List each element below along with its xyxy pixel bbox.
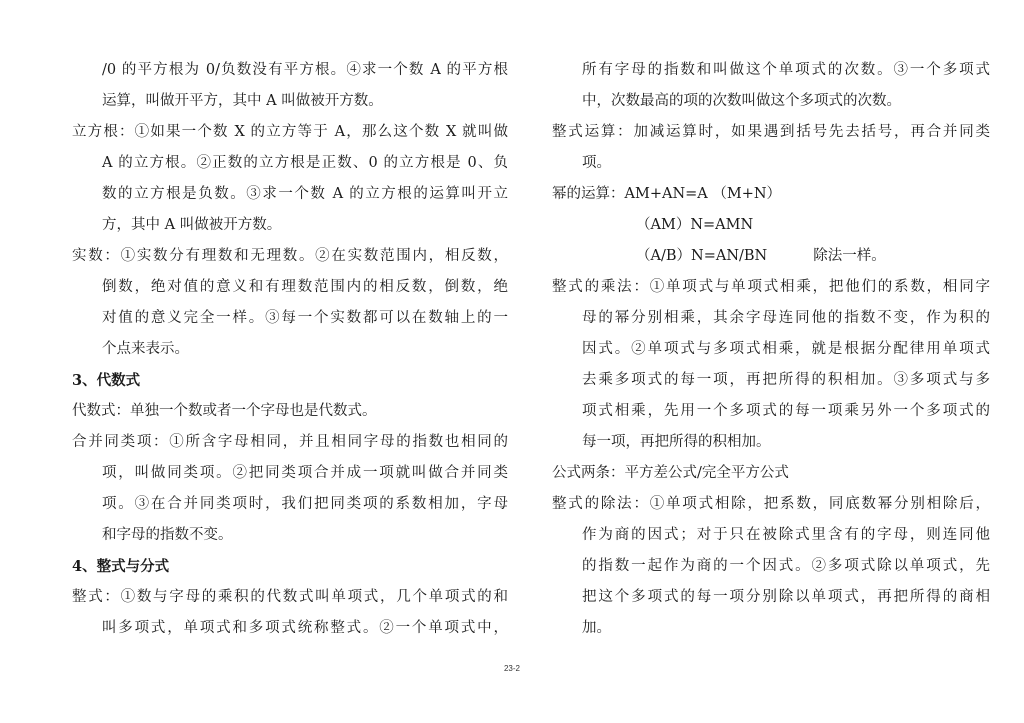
text-line: 所有字母的指数和叫做这个单项式的次数。③一个多项式 <box>582 62 990 78</box>
term-definition-line: 整式：①数与字母的乘积的代数式叫单项式，几个单项式的和 <box>72 589 508 605</box>
text-line: 的指数一起作为商的一个因式。②多项式除以单项式，先 <box>582 558 990 574</box>
text-line: 项，叫做同类项。②把同类项合并成一项就叫做合并同类 <box>102 465 508 481</box>
text-line: 作为商的因式；对于只在被除式里含有的字母，则连同他 <box>582 527 990 543</box>
text-line: 把这个多项式的每一项分别除以单项式，再把所得的商相 <box>582 589 990 605</box>
left-column <box>72 55 508 644</box>
text-line: /0 的平方根为 0/负数没有平方根。④求一个数 A 的平方根 <box>102 62 508 78</box>
term-definition-line: 公式两条：平方差公式/完全平方公式 <box>552 465 789 481</box>
term-definition-line: 幂的运算：AM+AN=A （M+N） <box>552 186 782 202</box>
text-line: 项式相乘，先用一个多项式的每一项乘另外一个多项式的 <box>582 403 990 419</box>
formula-note: 除法一样。 <box>813 248 886 264</box>
section-heading: 4、整式与分式 <box>72 558 170 575</box>
term-definition-line: 实数：①实数分有理数和无理数。②在实数范围内，相反数， <box>72 248 508 264</box>
text-line: 母的幂分别相乘，其余字母连同他的指数不变，作为积的 <box>582 310 990 326</box>
right-column <box>552 55 990 644</box>
section-heading: 3、代数式 <box>72 372 141 389</box>
text-line: 每一项，再把所得的积相加。 <box>582 434 771 450</box>
text-line: 因式。②单项式与多项式相乘，就是根据分配律用单项式 <box>582 341 990 357</box>
term-definition-line: 整式的除法：①单项式相除，把系数，同底数幂分别相除后， <box>552 496 990 512</box>
term-definition-line: 立方根：①如果一个数 X 的立方等于 A，那么这个数 X 就叫做 <box>72 124 508 140</box>
text-line: 和字母的指数不变。 <box>102 527 233 543</box>
text-line: 方，其中 A 叫做被开方数。 <box>102 217 282 233</box>
text-line: 运算，叫做开平方，其中 A 叫做被开方数。 <box>102 93 383 109</box>
formula-line <box>552 241 990 272</box>
text-line: 项。③在合并同类项时，我们把同类项的系数相加，字母 <box>102 496 508 512</box>
text-line: 去乘多项式的每一项，再把所得的积相加。③多项式与多 <box>582 372 990 388</box>
page-number: 23-2 <box>503 664 520 673</box>
formula-text: （A/B）N=AN/BN <box>636 248 768 264</box>
text-line: A 的立方根。②正数的立方根是正数、0 的立方根是 0、负 <box>102 155 508 171</box>
term-definition-line: 合并同类项：①所含字母相同，并且相同字母的指数也相同的 <box>72 434 508 450</box>
term-definition-line: 整式运算：加减运算时，如果遇到括号先去括号，再合并同类 <box>552 124 990 140</box>
formula-line: （AM）N=AMN <box>636 217 754 233</box>
text-line: 对值的意义完全一样。③每一个实数都可以在数轴上的一 <box>102 310 508 326</box>
text-line: 中，次数最高的项的次数叫做这个多项式的次数。 <box>582 93 901 109</box>
text-line: 倒数，绝对值的意义和有理数范围内的相反数，倒数，绝 <box>102 279 508 295</box>
text-line: 数的立方根是负数。③求一个数 A 的立方根的运算叫开立 <box>102 186 508 202</box>
text-line: 加。 <box>582 620 611 636</box>
term-definition-line: 代数式：单独一个数或者一个字母也是代数式。 <box>72 403 377 419</box>
term-definition-line: 整式的乘法：①单项式与单项式相乘，把他们的系数，相同字 <box>552 279 990 295</box>
text-line: 个点来表示。 <box>102 341 189 357</box>
text-line: 叫多项式，单项式和多项式统称整式。②一个单项式中， <box>102 620 508 636</box>
text-line: 项。 <box>582 155 611 171</box>
